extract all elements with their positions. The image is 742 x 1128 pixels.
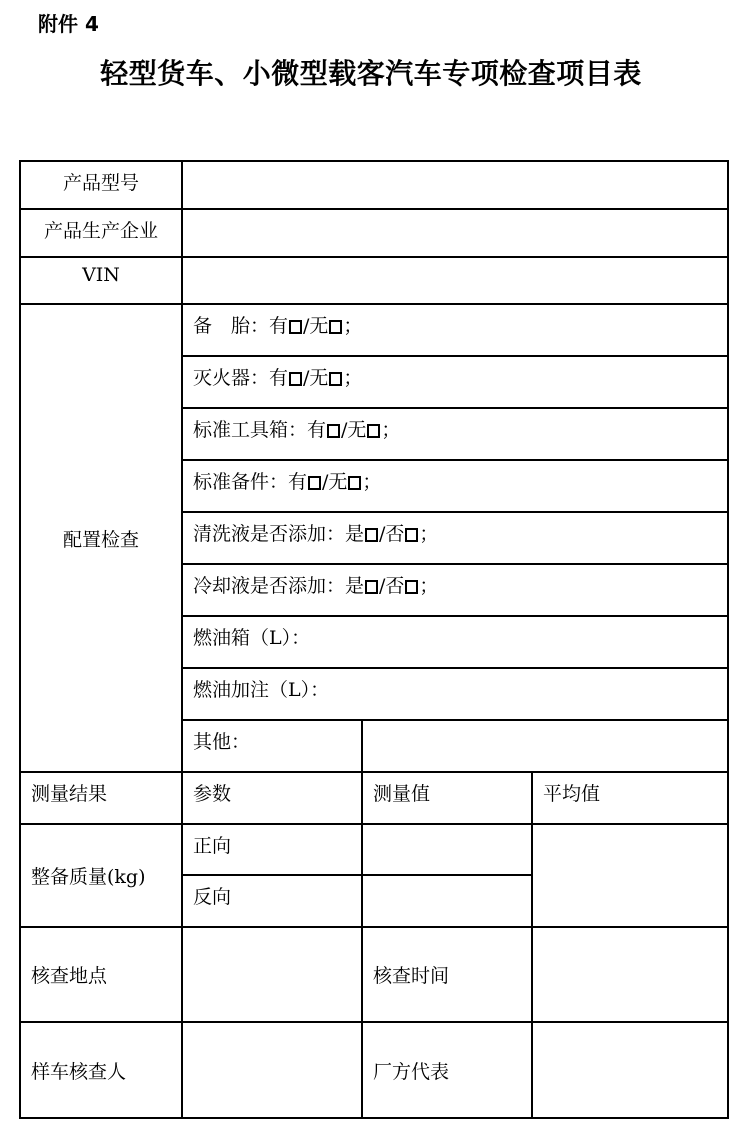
washer-fluid-sep: /否 [379, 523, 405, 545]
inspection-table [19, 160, 729, 1119]
inspector-label: 样车核查人 [20, 1022, 182, 1118]
washer-fluid-suffix: ； [419, 523, 439, 545]
time-field[interactable] [532, 927, 728, 1022]
checkbox-spare-parts-yes[interactable] [308, 476, 321, 490]
checkbox-extinguisher-no[interactable] [329, 372, 342, 386]
config-check-label: 配置检查 [20, 304, 182, 772]
toolbox-suffix: ； [381, 419, 401, 441]
manufacturer-label: 产品生产企业 [20, 209, 182, 257]
curb-mass-label: 整备质量(kg) [20, 824, 182, 927]
other-field[interactable] [362, 720, 728, 772]
coolant-item [182, 564, 728, 616]
checkbox-washer-fluid-yes[interactable] [365, 528, 378, 542]
spare-tire-sep: /无 [303, 315, 329, 337]
param-header: 参数 [182, 772, 362, 824]
product-model-field[interactable] [182, 161, 728, 209]
factory-rep-field[interactable] [532, 1022, 728, 1118]
spare-tire-prefix: 备 胎：有 [193, 315, 289, 337]
fuel-tank-item[interactable]: 燃油箱（L）： [182, 616, 728, 668]
toolbox-prefix: 标准工具箱：有 [193, 419, 327, 441]
spare-tire-suffix: ； [343, 315, 363, 337]
measure-result-label: 测量结果 [20, 772, 182, 824]
spare-parts-suffix: ； [362, 471, 382, 493]
average-header: 平均值 [532, 772, 728, 824]
time-label: 核查时间 [362, 927, 532, 1022]
checkbox-extinguisher-yes[interactable] [289, 372, 302, 386]
vin-field[interactable] [182, 257, 728, 304]
product-model-label: 产品型号 [20, 161, 182, 209]
row-measure-header [20, 772, 728, 824]
coolant-sep: /否 [379, 575, 405, 597]
page-title: 轻型货车、小微型载客汽车专项检查项目表 [100, 57, 642, 90]
coolant-suffix: ； [419, 575, 439, 597]
checkbox-spare-parts-no[interactable] [348, 476, 361, 490]
checkbox-coolant-yes[interactable] [365, 580, 378, 594]
spare-parts-item [182, 460, 728, 512]
spare-tire-item [182, 304, 728, 356]
vin-label: VIN [20, 257, 182, 304]
checkbox-toolbox-yes[interactable] [327, 424, 340, 438]
toolbox-item [182, 408, 728, 460]
reverse-value-field[interactable] [362, 875, 532, 927]
coolant-prefix: 冷却液是否添加：是 [193, 575, 365, 597]
row-vin [20, 257, 728, 304]
extinguisher-item [182, 356, 728, 408]
fuel-fill-item[interactable]: 燃油加注（L）： [182, 668, 728, 720]
spare-parts-prefix: 标准备件：有 [193, 471, 308, 493]
checkbox-coolant-no[interactable] [405, 580, 418, 594]
washer-fluid-prefix: 清洗液是否添加：是 [193, 523, 365, 545]
other-label: 其他： [182, 720, 362, 772]
forward-label: 正向 [182, 824, 362, 875]
checkbox-washer-fluid-no[interactable] [405, 528, 418, 542]
extinguisher-sep: /无 [303, 367, 329, 389]
measured-value-header: 测量值 [362, 772, 532, 824]
row-location-time [20, 927, 728, 1022]
row-product-model [20, 161, 728, 209]
annex-label: 附件 4 [38, 12, 99, 36]
checkbox-spare-tire-yes[interactable] [289, 320, 302, 334]
location-label: 核查地点 [20, 927, 182, 1022]
row-curb-mass-forward [20, 824, 728, 875]
checkbox-toolbox-no[interactable] [367, 424, 380, 438]
extinguisher-prefix: 灭火器：有 [193, 367, 289, 389]
location-field[interactable] [182, 927, 362, 1022]
factory-rep-label: 厂方代表 [362, 1022, 532, 1118]
forward-value-field[interactable] [362, 824, 532, 875]
reverse-label: 反向 [182, 875, 362, 927]
row-manufacturer [20, 209, 728, 257]
washer-fluid-item [182, 512, 728, 564]
row-spare-tire [20, 304, 728, 356]
spare-parts-sep: /无 [322, 471, 348, 493]
extinguisher-suffix: ； [343, 367, 363, 389]
toolbox-sep: /无 [341, 419, 367, 441]
average-value-field[interactable] [532, 824, 728, 927]
checkbox-spare-tire-no[interactable] [329, 320, 342, 334]
manufacturer-field[interactable] [182, 209, 728, 257]
inspector-field[interactable] [182, 1022, 362, 1118]
row-inspector [20, 1022, 728, 1118]
